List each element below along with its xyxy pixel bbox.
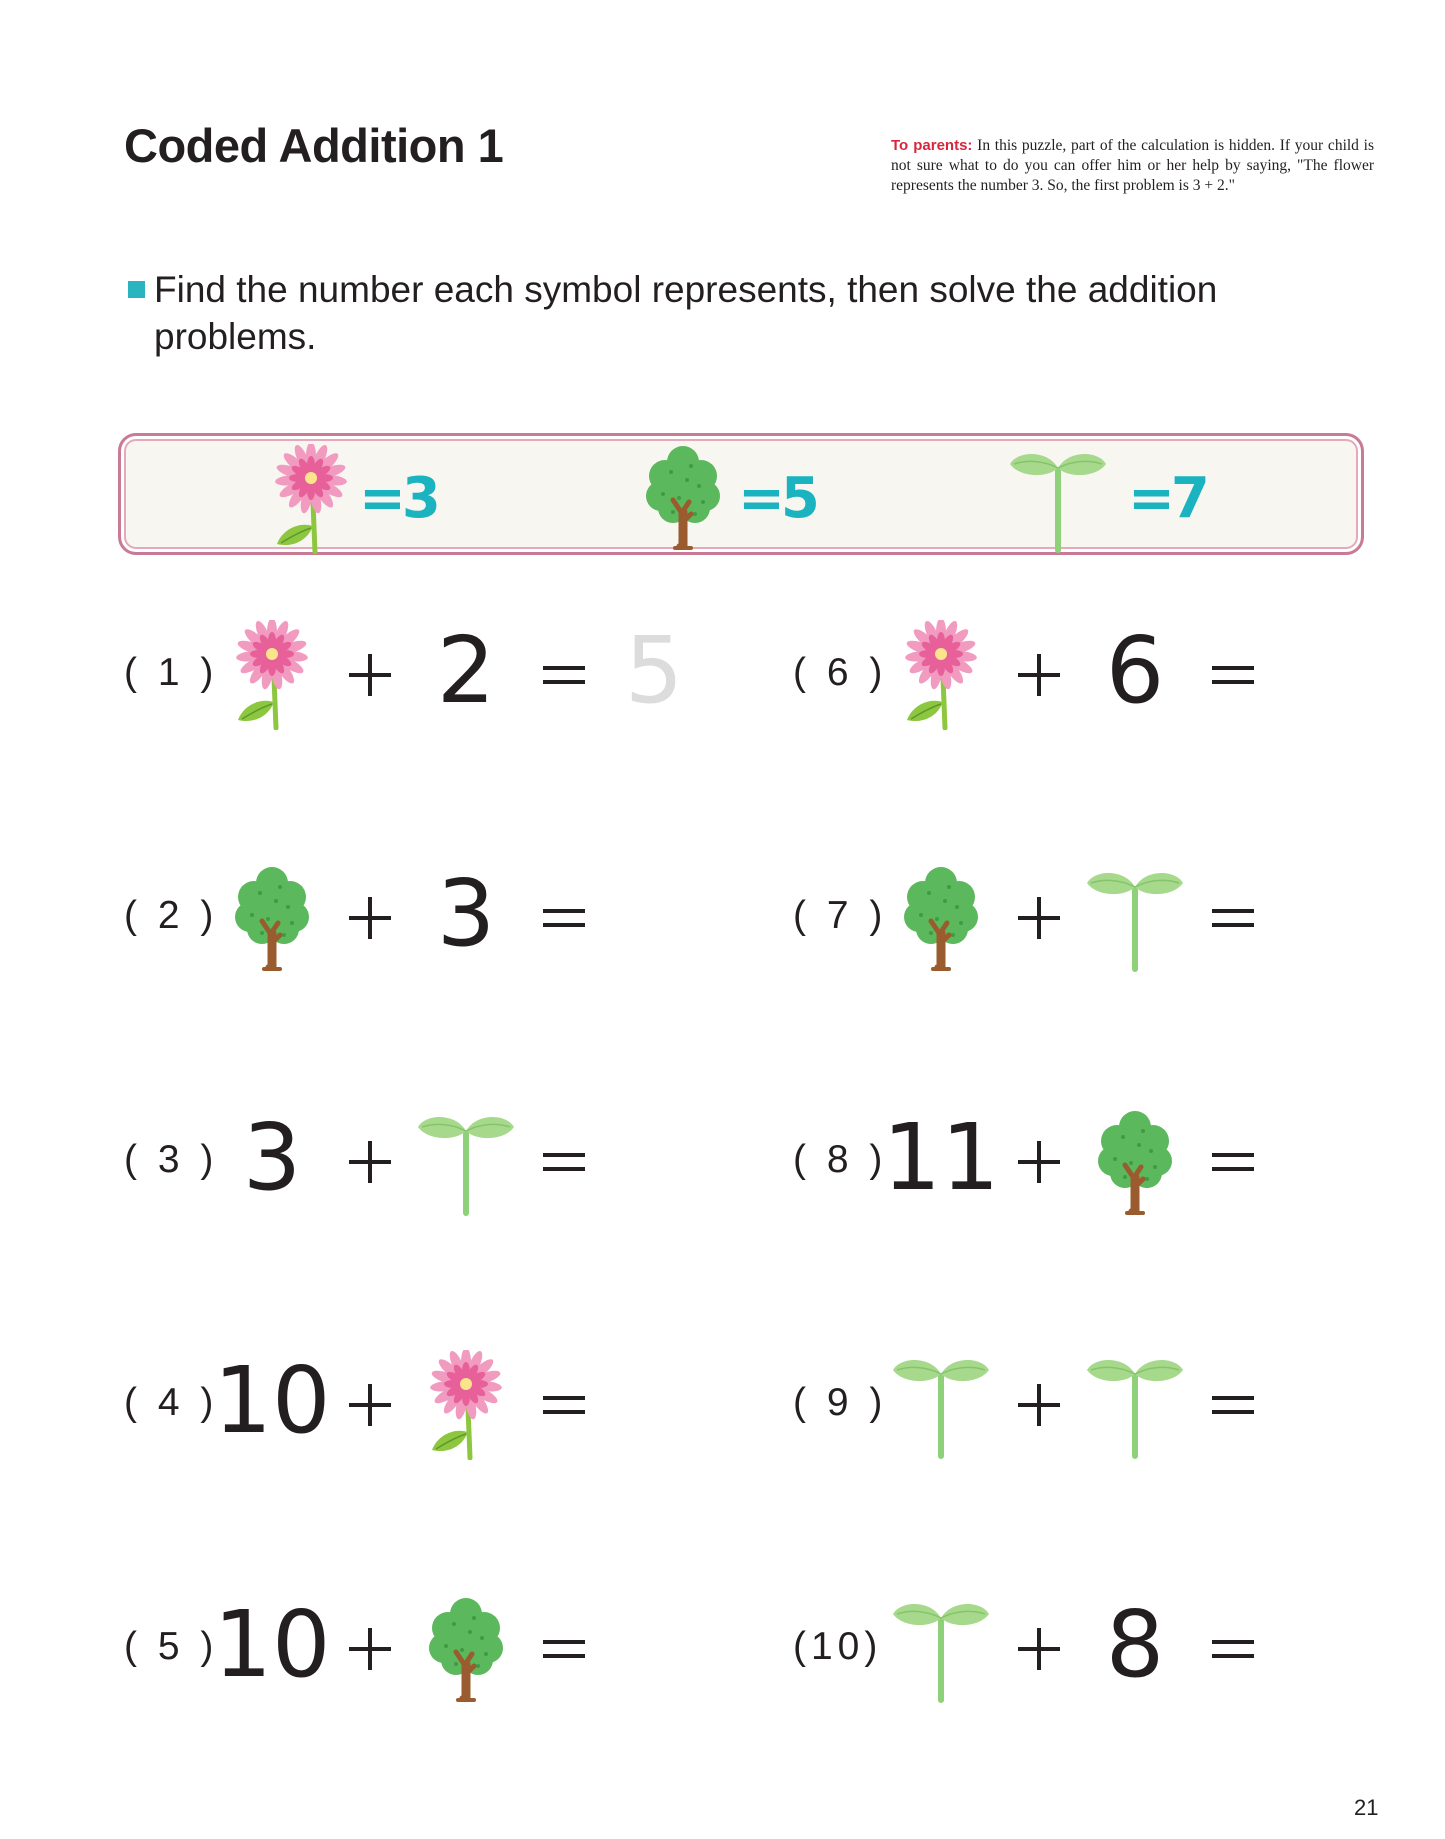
answer-hint: 5 (624, 617, 684, 724)
key-value: =7 (1128, 466, 1206, 531)
equals-sign (541, 895, 587, 941)
equals-sign (1210, 1139, 1256, 1185)
flower-icon (901, 620, 981, 730)
flower-icon (271, 444, 351, 554)
tree-icon (901, 863, 981, 973)
problem-label: ( 7 ) (793, 894, 888, 937)
sprout-icon (1008, 444, 1108, 554)
instruction (128, 266, 1328, 360)
equals-sign (541, 1139, 587, 1185)
operand-number: 8 (1105, 1591, 1165, 1698)
problem-label: ( 4 ) (124, 1381, 219, 1424)
equals-sign (1210, 1382, 1256, 1428)
problem-label: ( 2 ) (124, 894, 219, 937)
plus-sign (1016, 652, 1062, 698)
problem-label: ( 5 ) (124, 1625, 219, 1668)
plus-sign (1016, 1626, 1062, 1672)
parents-note (891, 136, 1374, 196)
plus-sign (347, 652, 393, 698)
plus-sign (347, 1382, 393, 1428)
page-title: Coded Addition 1 (124, 119, 504, 172)
problem-label: (10) (793, 1625, 883, 1668)
equals-sign (541, 652, 587, 698)
symbol-key-panel (118, 433, 1364, 555)
problem-label: ( 1 ) (124, 651, 219, 694)
equals-sign (541, 1382, 587, 1428)
equals-sign (1210, 652, 1256, 698)
equals-sign (1210, 895, 1256, 941)
problem-label: ( 6 ) (793, 651, 888, 694)
operand-number: 3 (436, 860, 496, 967)
equals-sign (1210, 1626, 1256, 1672)
problem-label: ( 3 ) (124, 1138, 219, 1181)
tree-icon (426, 1594, 506, 1704)
operand-number: 10 (213, 1347, 331, 1454)
key-value: =5 (738, 466, 816, 531)
plus-sign (1016, 895, 1062, 941)
page-number: 21 (1354, 1795, 1379, 1820)
parents-note-label: To parents: (891, 137, 973, 154)
problem-label: ( 9 ) (793, 1381, 888, 1424)
plus-sign (1016, 1382, 1062, 1428)
operand-number: 3 (242, 1104, 302, 1211)
tree-icon (643, 442, 723, 552)
key-value: =3 (359, 466, 437, 531)
tree-icon (232, 863, 312, 973)
sprout-icon (891, 1350, 991, 1460)
sprout-icon (416, 1107, 516, 1217)
operand-number: 2 (436, 617, 496, 724)
operand-number: 6 (1105, 617, 1165, 724)
sprout-icon (1085, 863, 1185, 973)
square-bullet-icon (128, 281, 145, 298)
tree-icon (1095, 1107, 1175, 1217)
parents-note-text: In this puzzle, part of the calculation is hidden. If your child is not sure what to do you can offer him or her help by saying, "The flower represents the number 3. So, the first problem is 3 + 2." (891, 137, 1374, 194)
flower-icon (232, 620, 312, 730)
plus-sign (347, 895, 393, 941)
equals-sign (541, 1626, 587, 1672)
plus-sign (347, 1626, 393, 1672)
instruction-text: Find the number each symbol represents, then solve the addition problems. (154, 269, 1218, 357)
plus-sign (1016, 1139, 1062, 1185)
plus-sign (347, 1139, 393, 1185)
flower-icon (426, 1350, 506, 1460)
sprout-icon (891, 1594, 991, 1704)
operand-number: 10 (213, 1591, 331, 1698)
problem-label: ( 8 ) (793, 1138, 888, 1181)
sprout-icon (1085, 1350, 1185, 1460)
operand-number: 11 (882, 1104, 1000, 1211)
